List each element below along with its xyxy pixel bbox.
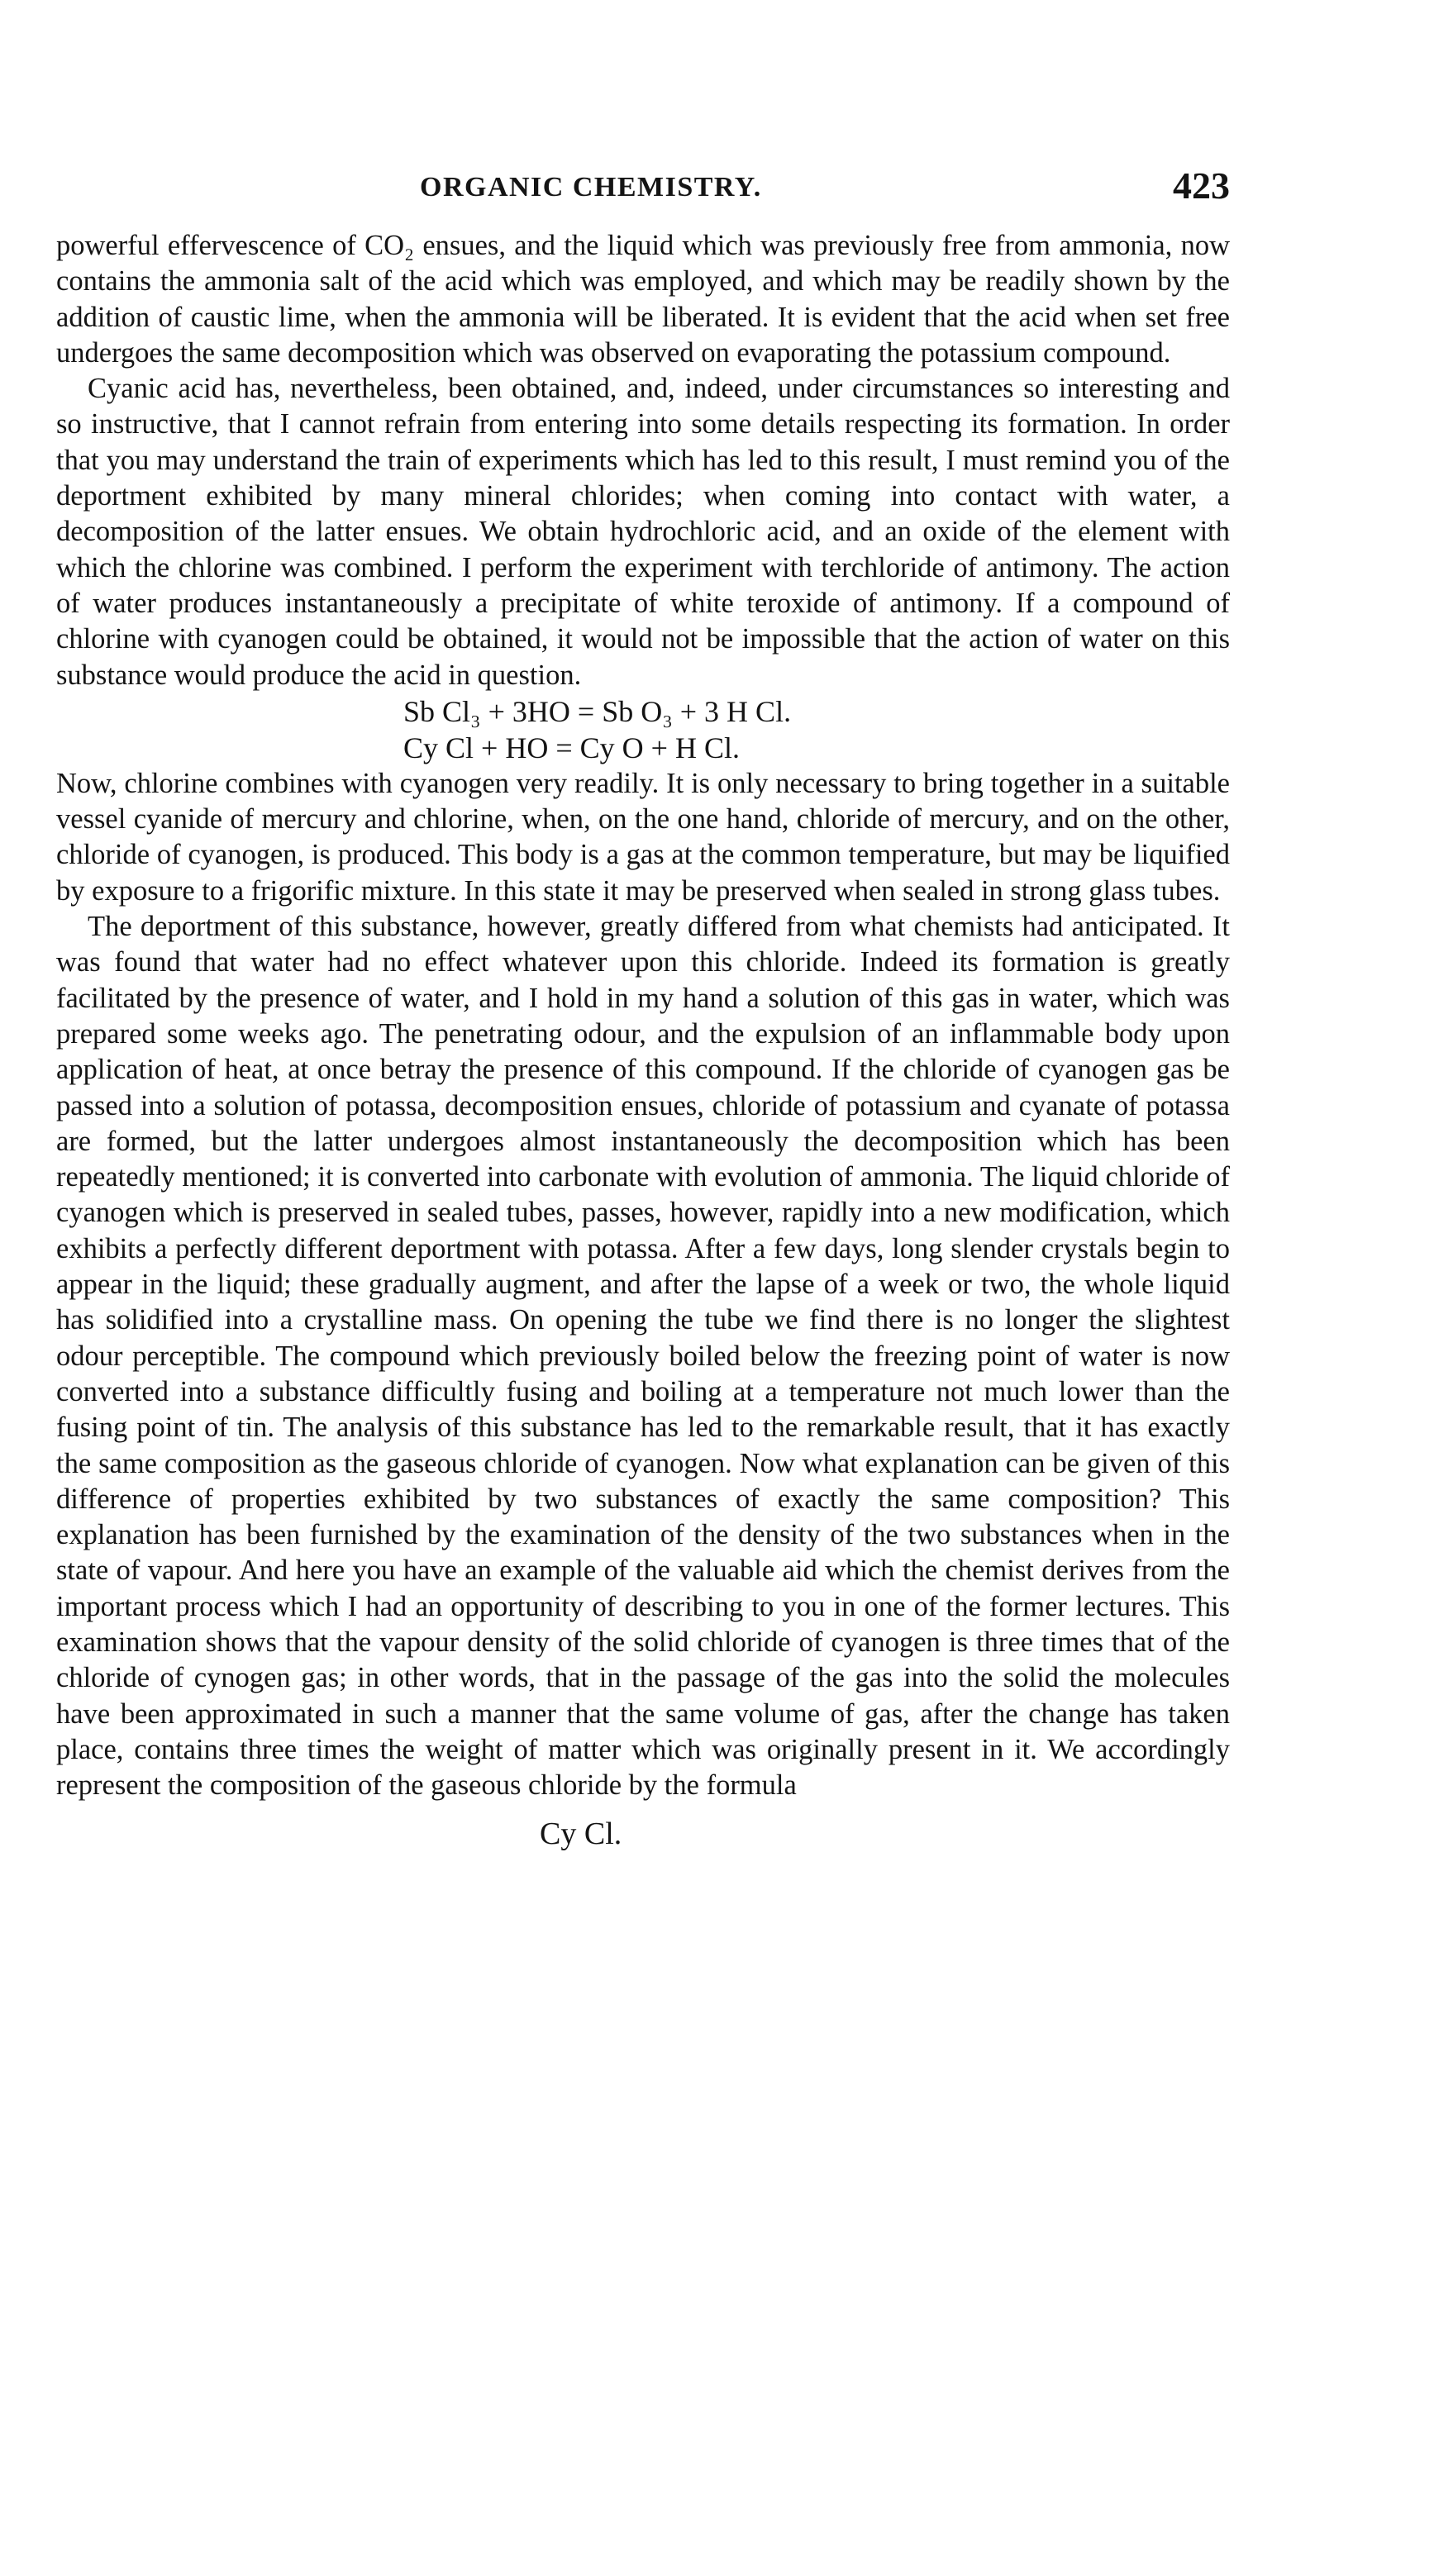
paragraph: The deportment of this substance, however, greatly differed from what chemists had anticipated. It was found that water had no effect whatever upon this chloride. Indeed its formation is greatly facilitated by the presence of water, and I hold in my hand a solution of this gas in water, which was prepared some weeks ago. The penetrating odour, and the expulsion of an inflammable body upon application of heat, at once betray the presence of this compound. If the chloride of cyanogen gas be passed into a solution of potassa, decomposition ensues, chloride of potassium and cyanate of potassa are formed, but the latter undergoes almost instantaneously the decomposition which has been repeatedly mentioned; it is converted into carbonate with evolution of ammonia. The liquid chloride of cyanogen which is preserved in sealed tubes, passes, however, rapidly into a new modification, which exhibits a perfectly different deportment with potassa. After a few days, long slender crystals begin to appear in the liquid; these gradually augment, and after the lapse of a week or two, the whole liquid has solidified into a crystalline mass. On opening the tube we find there is no longer the slightest odour perceptible. The compound which previously boiled below the freezing point of water is now converted into a substance difficultly fusing and boiling at a temperature not much lower than the fusing point of tin. The analysis of this substance has led to the remarkable result, that it has exactly the same composition as the gaseous chloride of cyanogen. Now what explanation can be given of this difference of properties exhibited by two substances of exactly the same composition? This explanation has been furnished by the examination of the density of the two substances when in the state of vapour. And here you have an example of the valuable aid which the chemist derives from the important process which I had an opportunity of describing to you in one of the former lectures. This examination shows that the vapour density of the solid chloride of cyanogen is three times that of the chloride of cynogen gas; in other words, that in the passage of the gas into the solid the molecules have been approximated in such a manner that the same volume of gas, after the change has taken place, contains three times the weight of matter which was originally present in it. We accordingly represent the composition of the gaseous chloride by the formula (56, 911, 1230, 1802)
paragraph: Now, chlorine combines with cyanogen very readily. It is only necessary to bring together in a suitable vessel cyanide of mercury and chlorine, when, on the one hand, chloride of mercury, and on the other, chloride of cyanogen, is produced. This body is a gas at the common temperature, but may be liquified by exposure to a frigorific mixture. In this state it may be preserved when sealed in strong glass tubes. (56, 767, 1230, 907)
formula: Cy Cl. (540, 1817, 622, 1852)
equation-block (56, 693, 1230, 766)
book-page (56, 149, 1230, 1853)
running-title: ORGANIC CHEMISTRY. (420, 172, 762, 202)
page-header (56, 149, 1230, 228)
paragraph: Cyanic acid has, nevertheless, been obtained, and, indeed, under circumstances so interesting and so instructive, that I cannot refrain from entering into some details respecting its formation. In order that you may understand the train of experiments which has led to this result, I must remind you of the deportment exhibited by many mineral chlorides; when coming into contact with water, a decomposition of the latter ensues. We obtain hydrochloric acid, and an oxide of the element with which the chlorine was combined. I perform the experiment with terchloride of antimony. The action of water produces instantaneously a precipitate of white teroxide of antimony. If a compound of chlorine with cyanogen could be obtained, it would not be impossible that the action of water on this substance would produce the acid in question. (56, 373, 1230, 691)
paragraph: powerful effervescence of CO₂ ensues, and the liquid which was previously free from ammonia, now contains the ammonia salt of the acid which was employed, and which may be readily shown by the addition of caustic lime, when the ammonia will be liberated. It is evident that the acid when set free undergoes the same decomposition which was observed on evaporating the potassium compound. (56, 230, 1230, 369)
page-number: 423 (1173, 164, 1230, 207)
equation: Sb Cl₃ + 3HO = Sb O₃ + 3 H Cl. (403, 694, 792, 728)
equation: Cy Cl + HO = Cy O + H Cl. (403, 731, 740, 764)
